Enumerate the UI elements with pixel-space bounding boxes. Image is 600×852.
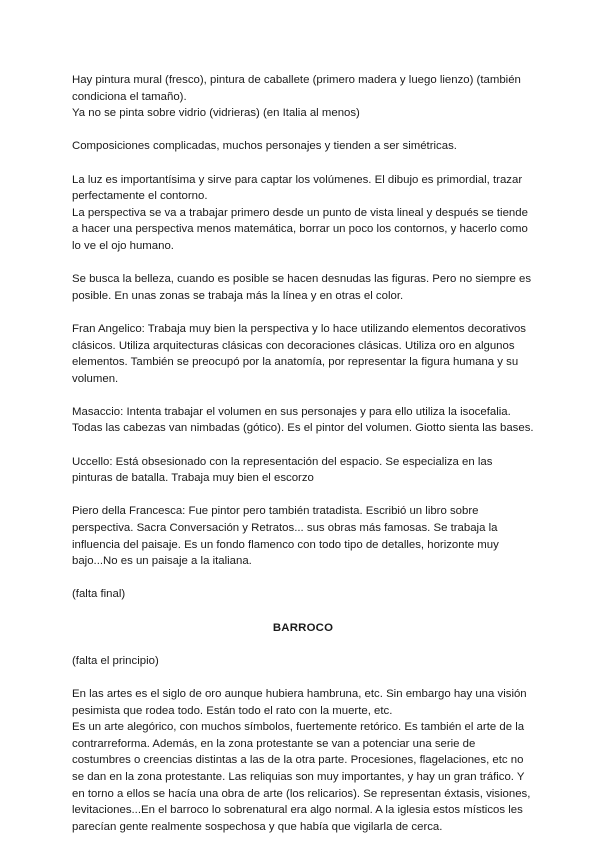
section-heading: BARROCO	[272, 621, 334, 634]
text-line: La luz es importantísima y sirve para captar los volúmenes. El dibujo es primordial, trazar perfectamente el contorno.	[72, 173, 523, 203]
paragraph-masaccio: Masaccio: Intenta trabajar el volumen en sus personajes y para ello utiliza la isocefalia. Todas las cabezas van nimbadas (gótico). Es el pintor del volumen. Giotto sienta las bases.	[72, 405, 534, 435]
note-missing-end: (falta final)	[72, 588, 126, 601]
paragraph-piero-della-francesca: Piero della Francesca: Fue pintor pero también tratadista. Escribió un libro sobre perspectiva. Sacra Conversación y Retratos... sus obras más famosas. Se trabaja la influencia del paisaje. Es un fondo flamenco con todo tipo de detalles, horizonte muy bajo...No es un paisaje a la italiana.	[72, 505, 499, 568]
paragraph-beauty: Se busca la belleza, cuando es posible se hacen desnudas las figuras. Pero no siempre es posible. En unas zonas se trabaja más la línea y en otras el color.	[72, 273, 532, 302]
paragraph-light-perspective	[72, 172, 534, 255]
document-body	[72, 72, 534, 852]
paragraph-compositions: Composiciones complicadas, muchos personajes y tienden a ser simétricas.	[72, 140, 457, 153]
text-line: En las artes es el siglo de oro aunque hubiera hambruna, etc. Sin embargo hay una visión pesimista que rodea todo. Están todo el rato con la muerte, etc.	[72, 687, 527, 717]
text-line: Hay pintura mural (fresco), pintura de caballete (primero madera y luego lienzo) (también condiciona el tamaño).	[72, 74, 521, 103]
note-missing-start: (falta el principio)	[72, 654, 159, 667]
text-line: Ya no se pinta sobre vidrio (vidrieras) (en Italia al menos)	[72, 107, 360, 120]
paragraph-uccello: Uccello: Está obsesionado con la representación del espacio. Se especializa en las pinturas de batalla. Trabaja muy bien el escorzo	[72, 455, 493, 485]
paragraph-painting-types	[72, 72, 534, 122]
paragraph-fra-angelico: Fran Angelico: Trabaja muy bien la perspectiva y lo hace utilizando elementos decorativos clásicos. Utiliza arquitecturas clásicas con decoraciones clásicas. Utiliza oro en algunos elementos. También se preocupó por la anatomía, por representar la figura humana y su volumen.	[72, 322, 526, 385]
text-line: Es un arte alegórico, con muchos símbolos, fuertemente retórico. Es también el arte de la contrarreforma. Además, en la zona protestante se van a potenciar una serie de costumbres o creencias distintas a las de la otra parte. Procesiones, flagelaciones, etc no se dan en la zona protestante. Las reliquias son muy importantes, y hay un gran tráfico. Y en torno a ellos se hacía una obra de arte (los relicarios). Se representan éxtasis, visiones, levitaciones...En el barroco lo sobrenatural era algo normal. A la iglesia estos místicos les parecían gente realmente sospechosa y que había que vigilarla de cerca.	[72, 721, 531, 833]
text-line: La perspectiva se va a trabajar primero desde un punto de vista lineal y después se tiende a hacer una perspectiva menos matemática, borrar un poco los contornos, y hacerlo como lo ve el ojo humano.	[72, 206, 528, 252]
paragraph-baroque	[72, 686, 534, 835]
